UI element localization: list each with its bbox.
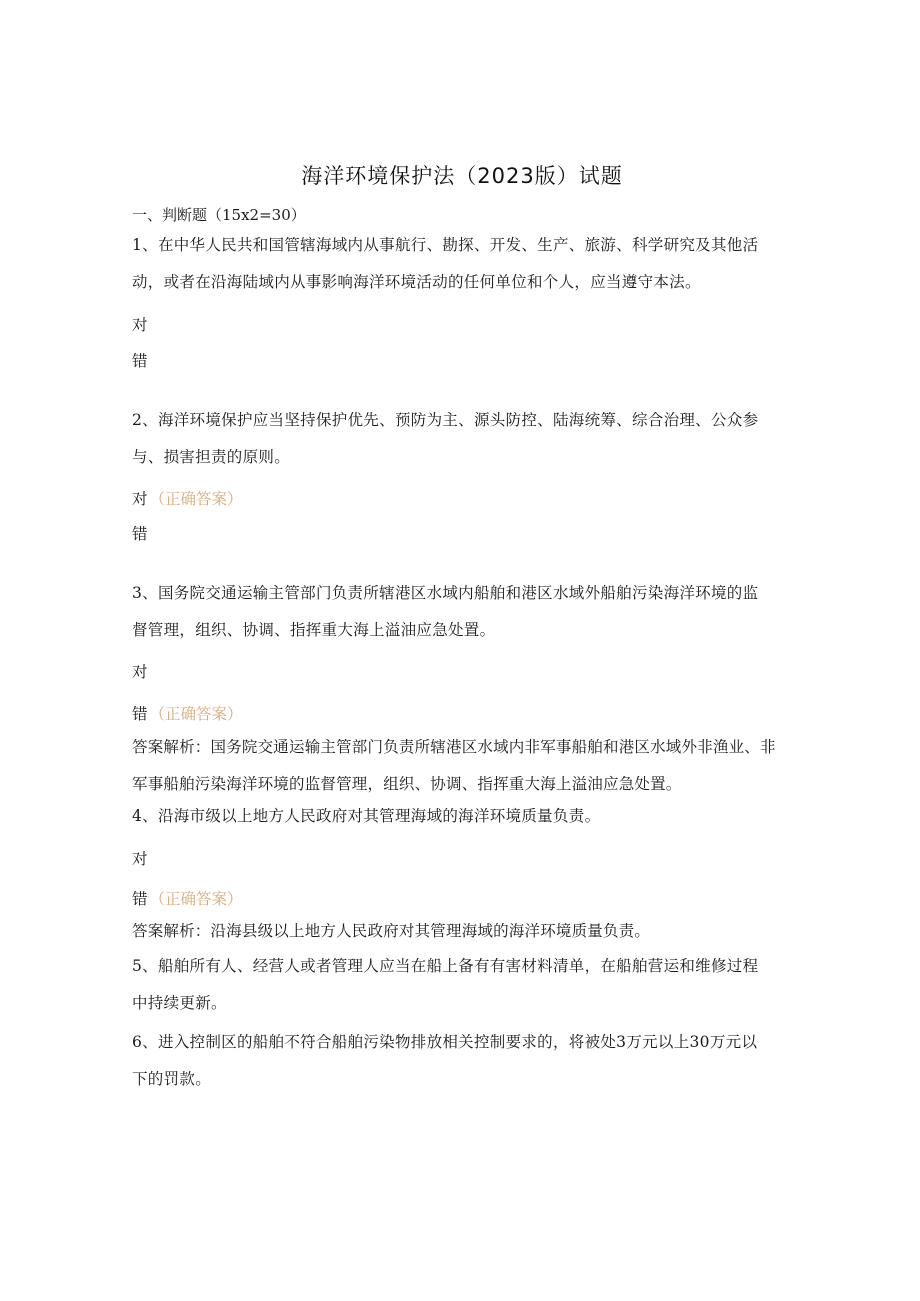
question-text: 5、船舶所有人、经营人或者管理人应当在船上备有有害材料清单，在船舶营运和维修过程中持续更新。 bbox=[132, 957, 759, 1012]
answer-analysis: 答案解析：沿海县级以上地方人民政府对其管理海域的海洋环境质量负责。 bbox=[132, 922, 651, 940]
option-true[interactable] bbox=[132, 662, 148, 682]
question-text: 1、在中华人民共和国管辖海域内从事航行、勘探、开发、生产、旅游、科学研究及其他活动，或者在沿海陆域内从事影响海洋环境活动的任何单位和个人，应当遵守本法。 bbox=[132, 236, 759, 291]
correct-answer-marker: （正确答案） bbox=[149, 705, 243, 723]
option-label: 错 bbox=[132, 525, 148, 543]
option-label: 对 bbox=[132, 850, 148, 868]
page-title: 海洋环境保护法（2023版）试题 bbox=[301, 164, 623, 188]
answer-analysis: 答案解析：国务院交通运输主管部门负责所辖港区水域内非军事船舶和港区水域外非渔业、非军事船舶污染海洋环境的监督管理，组织、协调、指挥重大海上溢油应急处置。 bbox=[132, 738, 776, 793]
question-text: 2、海洋环境保护应当坚持保护优先、预防为主、源头防控、陆海统筹、综合治理、公众参与、损害担责的原则。 bbox=[132, 411, 759, 466]
option-true[interactable] bbox=[132, 489, 243, 509]
question-text: 3、国务院交通运输主管部门负责所辖港区水域内船舶和港区水域外船舶污染海洋环境的监督管理，组织、协调、指挥重大海上溢油应急处置。 bbox=[132, 584, 759, 639]
correct-answer-marker: （正确答案） bbox=[149, 490, 243, 508]
option-label: 错 bbox=[132, 890, 148, 908]
option-false[interactable] bbox=[132, 704, 243, 724]
option-label: 对 bbox=[132, 663, 148, 681]
option-label: 对 bbox=[132, 490, 148, 508]
option-false[interactable] bbox=[132, 351, 148, 371]
option-true[interactable] bbox=[132, 315, 148, 335]
section-heading: 一、判断题（15x2=30） bbox=[132, 206, 306, 224]
option-false[interactable] bbox=[132, 889, 243, 909]
option-label: 错 bbox=[132, 705, 148, 723]
option-label: 错 bbox=[132, 352, 148, 370]
question-text: 6、进入控制区的船舶不符合船舶污染物排放相关控制要求的，将被处3万元以上30万元以下的罚款。 bbox=[132, 1033, 758, 1088]
option-false[interactable] bbox=[132, 524, 148, 544]
option-label: 对 bbox=[132, 316, 148, 334]
option-true[interactable] bbox=[132, 849, 148, 869]
correct-answer-marker: （正确答案） bbox=[149, 890, 243, 908]
question-text: 4、沿海市级以上地方人民政府对其管理海域的海洋环境质量负责。 bbox=[132, 807, 601, 825]
